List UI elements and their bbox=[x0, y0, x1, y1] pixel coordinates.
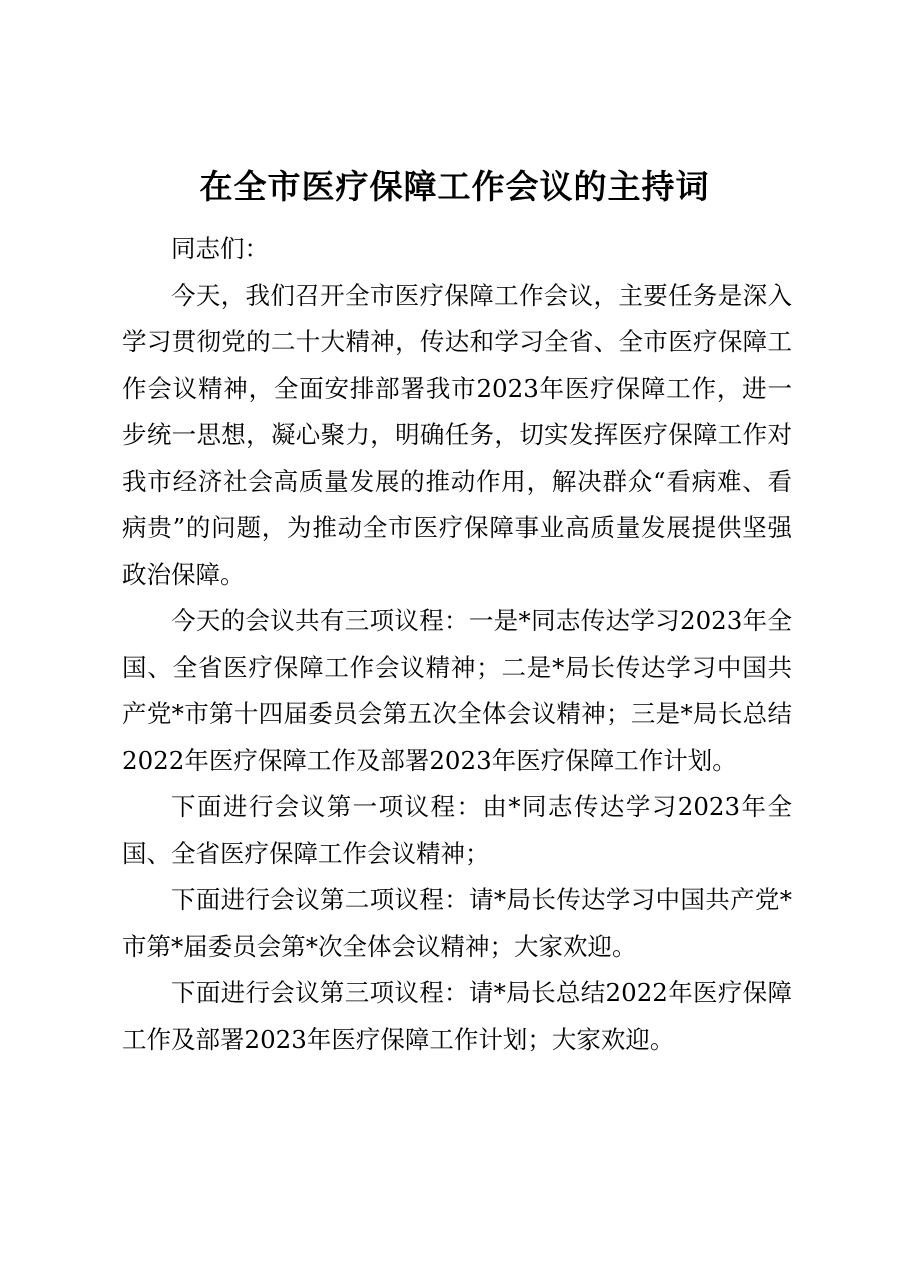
paragraph-item-two: 下面进行会议第二项议程：请*局长传达学习中国共产党*市第*届委员会第*次全体会议精神；大家欢迎。 bbox=[122, 885, 792, 961]
paragraph-item-three: 下面进行会议第三项议程：请*局长总结2022年医疗保障工作及部署2023年医疗保障工作计划；大家欢迎。 bbox=[122, 978, 792, 1054]
greeting-line: 同志们： bbox=[171, 234, 269, 263]
document-title: 在全市医疗保障工作会议的主持词 bbox=[199, 167, 710, 206]
paragraph-item-one: 下面进行会议第一项议程：由*同志传达学习2023年全国、全省医疗保障工作会议精神； bbox=[122, 792, 792, 868]
document-body bbox=[122, 226, 792, 1063]
paragraph-agenda: 今天的会议共有三项议程：一是*同志传达学习2023年全国、全省医疗保障工作会议精神；二是*局长传达学习中国共产党*市第十四届委员会第五次全体会议精神；三是*局长总结2022年医疗保障工作及部署2023年医疗保障工作计划。 bbox=[122, 606, 792, 775]
paragraph-intro: 今天，我们召开全市医疗保障工作会议，主要任务是深入学习贯彻党的二十大精神，传达和学习全省、全市医疗保障工作会议精神，全面安排部署我市2023年医疗保障工作，进一步统一思想，凝心聚力，明确任务，切实发挥医疗保障工作对我市经济社会高质量发展的推动作用，解决群众“看病难、看病贵”的问题，为推动全市医疗保障事业高质量发展提供坚强政治保障。 bbox=[122, 280, 792, 589]
